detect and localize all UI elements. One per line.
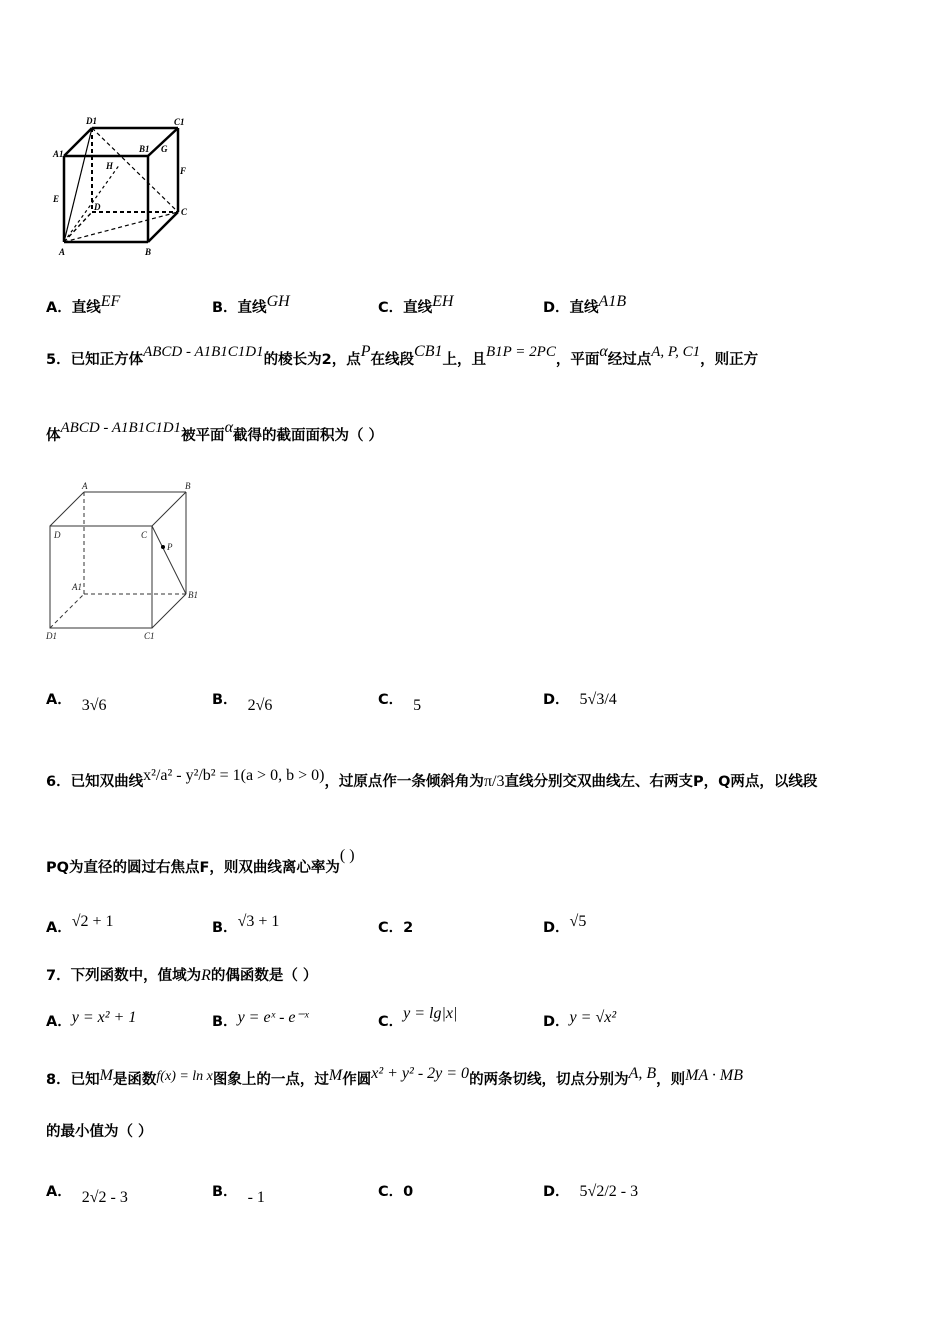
q4-option-b[interactable] (212, 293, 290, 317)
q5-text: ，平面 (555, 352, 600, 368)
fig4-label: A (59, 247, 66, 257)
option-math: 2 (403, 920, 414, 936)
q5-option-c[interactable] (378, 688, 422, 714)
option-math: 5√2/2 - 3 (579, 1183, 639, 1200)
option-math: 2√2 - 3 (81, 1189, 128, 1206)
option-math: GH (266, 293, 290, 310)
option-math: √3 + 1 (237, 913, 280, 930)
fig4-label: D (94, 202, 101, 212)
q8-text: 图象上的一点，过 (212, 1072, 329, 1088)
option-letter: C． (378, 1014, 404, 1030)
q6-stem-line1 (46, 767, 926, 791)
q6-text: 6．已知双曲线 (46, 774, 144, 790)
q8-option-a[interactable] (46, 1180, 128, 1206)
q5-text: 5．已知正方体 (46, 352, 144, 368)
option-math: 5 (413, 697, 422, 714)
option-letter: C．直线 (378, 300, 433, 316)
q8-text: 的最小值为（ ） (46, 1124, 153, 1140)
fig4-label: E (53, 194, 60, 204)
q4-option-a[interactable] (46, 293, 121, 317)
fig4-label: C (181, 207, 188, 217)
cube-figure-q4 (50, 112, 200, 262)
fig5-label: A1 (72, 582, 82, 592)
q7-math: R (201, 967, 211, 984)
option-letter: C． (378, 1184, 404, 1200)
q8-math: M (328, 1067, 343, 1084)
q8-text: 是函数 (112, 1072, 157, 1088)
q8-option-c[interactable] (378, 1180, 413, 1201)
q6-stem-line2 (46, 847, 355, 877)
fig5-label: D1 (46, 631, 57, 641)
q5-math: A, P, C1 (651, 344, 701, 360)
fig4-label: H (106, 161, 114, 171)
q4-option-c[interactable] (378, 293, 454, 317)
q5-text: 在线段 (370, 352, 415, 368)
q5-text: ，则正方 (700, 352, 759, 368)
option-letter: C． (378, 920, 404, 936)
q5-option-d[interactable] (543, 688, 617, 709)
fig4-label: C1 (174, 117, 185, 127)
q7-option-c[interactable] (378, 1005, 458, 1031)
option-letter: B． (212, 692, 238, 708)
q7-option-d[interactable] (543, 1010, 616, 1031)
option-letter: C． (378, 692, 404, 708)
q5-stem-line1 (46, 343, 916, 369)
option-math: - 1 (247, 1189, 265, 1206)
q8-text: 8．已知 (46, 1072, 100, 1088)
option-math: y = eˣ - e⁻ˣ (237, 1009, 309, 1026)
fig5-label: P (167, 542, 173, 552)
option-math: A1B (598, 293, 627, 310)
fig4-label: F (180, 166, 187, 176)
fig5-label: B (185, 481, 191, 491)
option-letter: B． (212, 1014, 238, 1030)
q8-math: MA · MB (685, 1067, 744, 1084)
option-math: 3√6 (81, 697, 107, 714)
q8-math: f(x) = ln x (156, 1069, 213, 1084)
fig5-label: C (141, 530, 148, 540)
fig4-label: B1 (139, 144, 150, 154)
q5-math: CB1 (414, 343, 443, 360)
option-letter: D． (543, 920, 570, 936)
option-math: EF (100, 293, 121, 310)
q5-text: 经过点 (607, 352, 652, 368)
q5-math: α (599, 343, 608, 360)
fig4-label: A1 (53, 149, 64, 159)
fig5-label: C1 (144, 631, 155, 641)
option-math: 5√3/4 (579, 691, 617, 708)
q5-math: ABCD - A1B1C1D1 (60, 420, 182, 436)
q8-text: 的两条切线，切点分别为 (469, 1072, 629, 1088)
option-math: 2√6 (247, 697, 273, 714)
option-letter: D． (543, 1014, 570, 1030)
q6-math: x²/a² - y²/b² = 1(a > 0, b > 0) (143, 767, 325, 784)
q5-option-a[interactable] (46, 688, 107, 714)
q8-math: x² + y² - 2y = 0 (371, 1065, 470, 1082)
q6-option-b[interactable] (212, 913, 280, 937)
option-letter: B． (212, 920, 238, 936)
q5-text: 被平面 (181, 428, 225, 444)
fig4-label: B (145, 247, 152, 257)
q7-text: 7．下列函数中，值域为 (46, 968, 202, 984)
option-letter: A． (46, 692, 72, 708)
option-math: √2 + 1 (71, 913, 114, 930)
q6-text: PQ为直径的圆过右焦点F，则双曲线离心率为 (46, 860, 340, 876)
q6-option-d[interactable] (543, 913, 587, 937)
q8-text: 作圆 (342, 1072, 372, 1088)
option-math: y = x² + 1 (71, 1009, 137, 1026)
q5-math: P (360, 343, 371, 360)
fig5-label: B1 (188, 590, 198, 600)
option-letter: A． (46, 1184, 72, 1200)
q8-math: M (99, 1067, 113, 1084)
option-letter: B． (212, 1184, 238, 1200)
option-letter: A．直线 (46, 300, 101, 316)
option-letter: A． (46, 1014, 72, 1030)
fig4-label: D1 (86, 116, 97, 126)
q6-math: π/3 (483, 773, 505, 790)
q8-stem-line2 (46, 1120, 153, 1141)
option-letter: D．直线 (543, 300, 599, 316)
q6-option-a[interactable] (46, 913, 114, 937)
option-math: y = √x² (569, 1009, 617, 1026)
option-math: EH (432, 293, 454, 310)
q6-option-c[interactable] (378, 916, 413, 937)
q5-text: 的棱长为2，点 (263, 352, 361, 368)
q6-text: ，过原点作一条倾斜角为 (324, 774, 484, 790)
fig5-label: D (54, 530, 61, 540)
option-letter: B．直线 (212, 300, 267, 316)
q5-text: 截得的截面面积为（ ） (232, 428, 384, 444)
q5-math: ABCD - A1B1C1D1 (143, 344, 264, 360)
option-letter: D． (543, 692, 570, 708)
q5-text: 体 (46, 428, 61, 444)
option-math: √5 (569, 913, 587, 930)
q4-option-d[interactable] (543, 293, 627, 317)
q5-math: α (224, 419, 233, 436)
cube-figure-q5 (44, 480, 214, 645)
q5-text: 上，且 (442, 352, 486, 368)
option-math: 0 (403, 1184, 414, 1200)
fig4-label: G (161, 144, 168, 154)
q7-stem (46, 964, 317, 985)
option-math: y = lg|x| (403, 1005, 458, 1022)
q8-text: ，则 (656, 1072, 686, 1088)
q5-math: B1P = 2PC (485, 344, 556, 360)
q7-option-a[interactable] (46, 1010, 136, 1031)
option-letter: D． (543, 1184, 570, 1200)
q6-text: 直线分别交双曲线左、右两支P，Q两点，以线段 (504, 774, 818, 790)
q6-math: ( ) (339, 847, 355, 864)
option-letter: A． (46, 920, 72, 936)
q8-math: A, B (628, 1065, 657, 1082)
q7-option-b[interactable] (212, 1010, 308, 1031)
q8-option-d[interactable] (543, 1180, 639, 1201)
q5-option-b[interactable] (212, 688, 273, 714)
q8-stem-line1 (46, 1065, 926, 1089)
fig5-label: A (82, 481, 88, 491)
q5-stem-line2 (46, 419, 384, 445)
q7-text: 的偶函数是（ ） (210, 968, 318, 984)
q8-option-b[interactable] (212, 1180, 265, 1206)
